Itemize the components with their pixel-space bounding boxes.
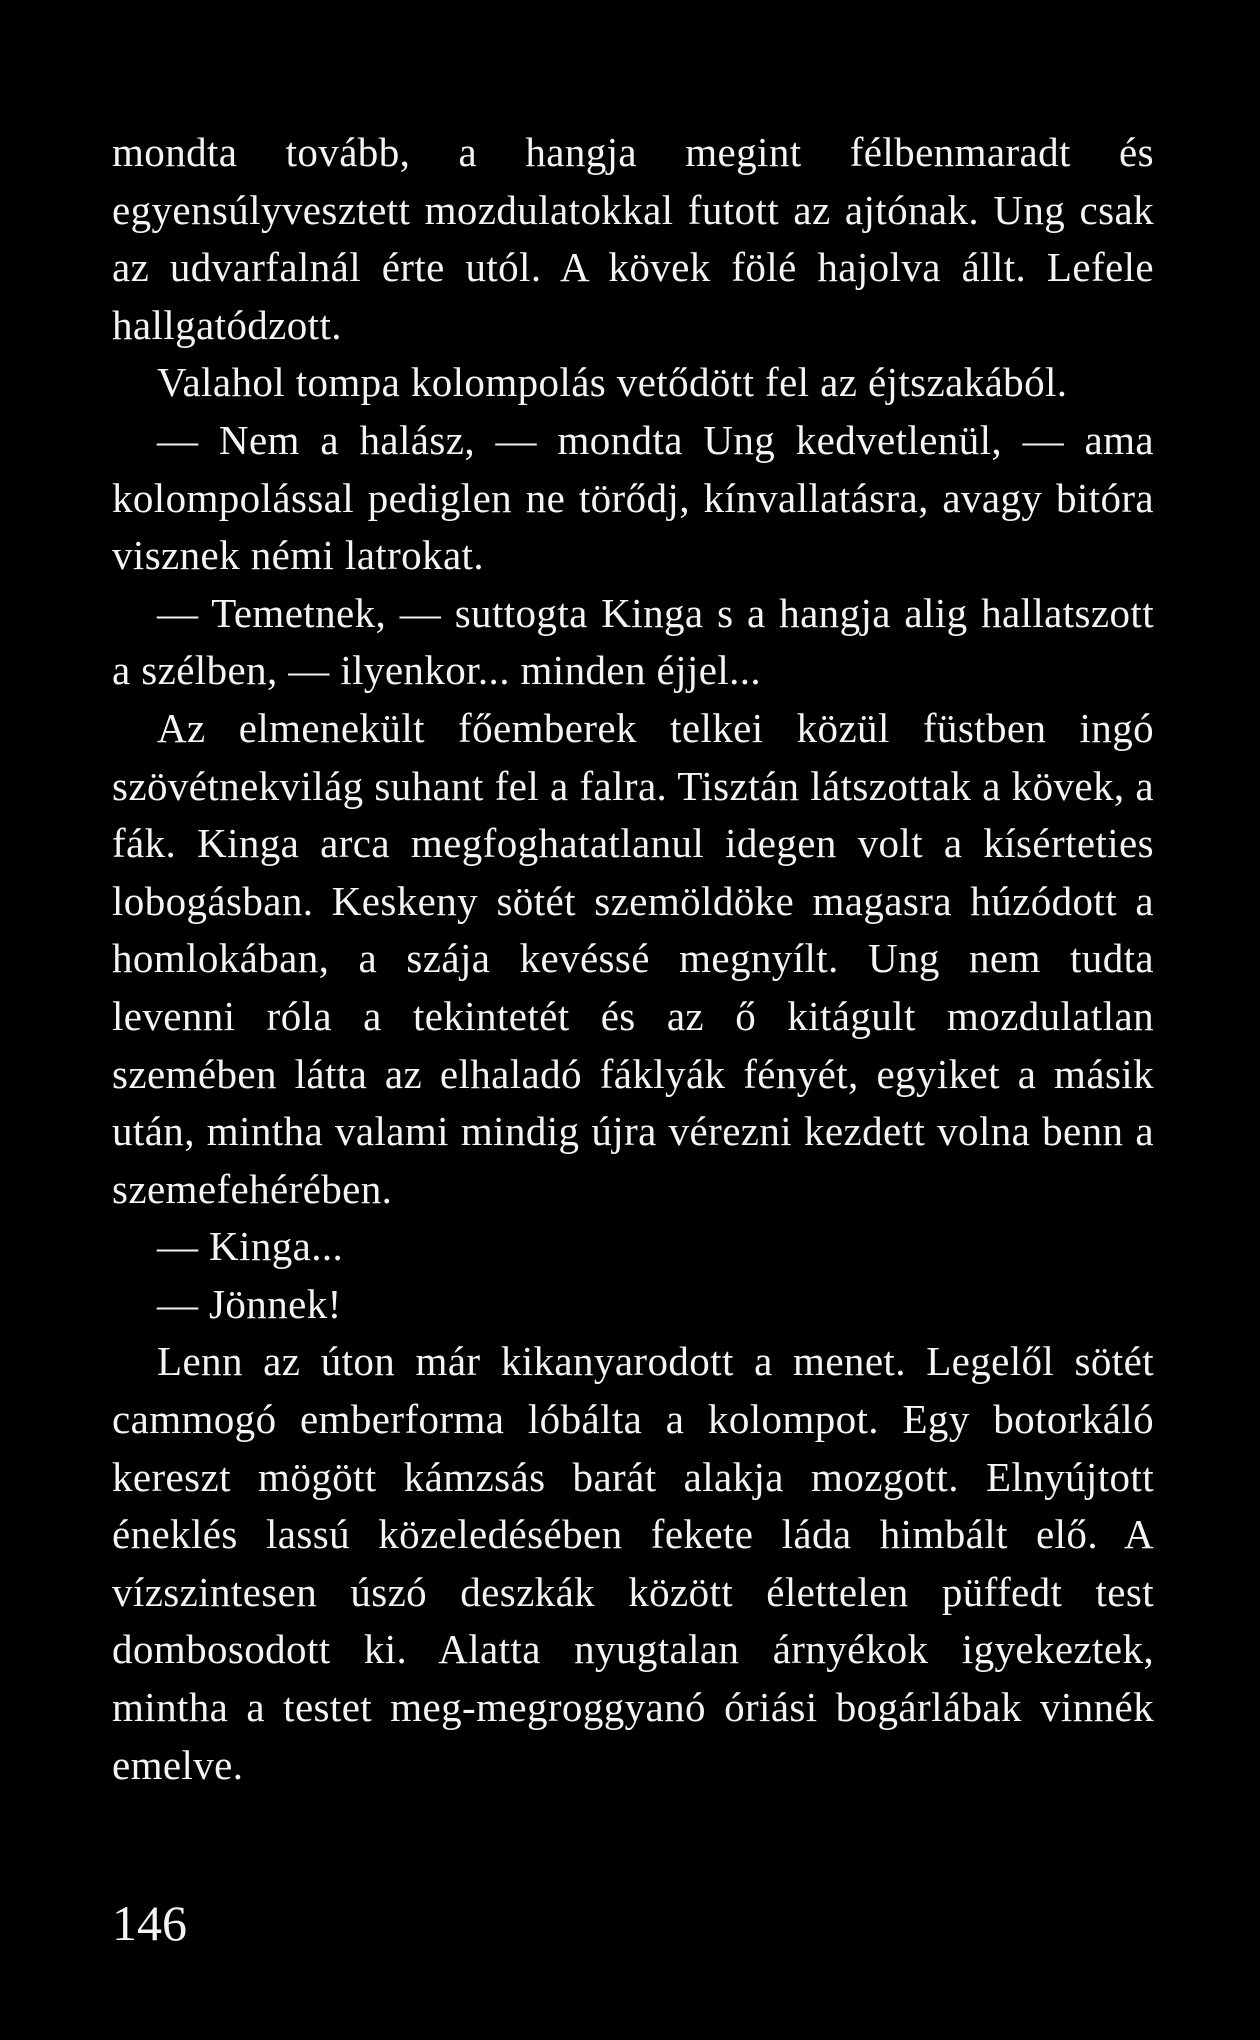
page-number: 146 — [112, 1895, 187, 1951]
paragraph-kinga-whisper: — Temetnek, — suttogta Kinga s a hangja alig hallatszott a szélben, — ilyenkor... minden éjjel... — [112, 589, 1154, 694]
paragraph-they-come: — Jönnek! — [157, 1280, 342, 1327]
paragraph-continuation: mondta tovább, a hangja megint félbenmaradt és egyensúlyvesztett mozdulatokkal futott az ajtónak. Ung csak az udvarfalnál érte utól. A kövek fölé hajolva állt. Lefele hallgatódzott. — [112, 129, 1154, 348]
paragraph-procession: Lenn az úton már kikanyarodott a menet. Legelől sötét cammogó emberforma lóbálta a kolompot. Egy botorkáló kereszt mögött kámzsás barát alakja mozgott. Elnyújtott éneklés lassú közeledésében fekete láda himbált elő. A vízszintesen úszó deszkák között élettelen püffedt test dombosodott ki. Alatta nyugtalan árnyékok igyekeztek, mintha a testet meg-megroggyanó óriási bogárlábak vinnék emelve. — [112, 1338, 1154, 1788]
paragraph-night-sound: Valahol tompa kolompolás vetődött fel az éjtszakából. — [157, 359, 1068, 406]
paragraph-kinga-call: — Kinga... — [157, 1223, 344, 1270]
body-text — [112, 124, 1154, 1794]
paragraph-torchlight: Az elmenekült főemberek telkei közül füstben ingó szövétnekvilág suhant fel a falra. Tisztán látszottak a kövek, a fák. Kinga arca megfoghatatlanul idegen volt a kísérteties lobogásban. Keskeny sötét szemöldöke magasra húzódott a homlokában, a szája kevéssé megnyílt. Ung nem tudta levenni róla a tekintetét és az ő kitágult mozdulatlan szemében látta az elhaladó fáklyák fényét, egyiket a másik után, mintha valami mindig újra vérezni kezdett volna benn a szemefehérében. — [112, 704, 1154, 1212]
paragraph-ung-reply: — Nem a halász, — mondta Ung kedvetlenül, — ama kolompolással pediglen ne törődj, kínvallatásra, avagy bitóra visznek némi latrokat. — [112, 416, 1154, 579]
